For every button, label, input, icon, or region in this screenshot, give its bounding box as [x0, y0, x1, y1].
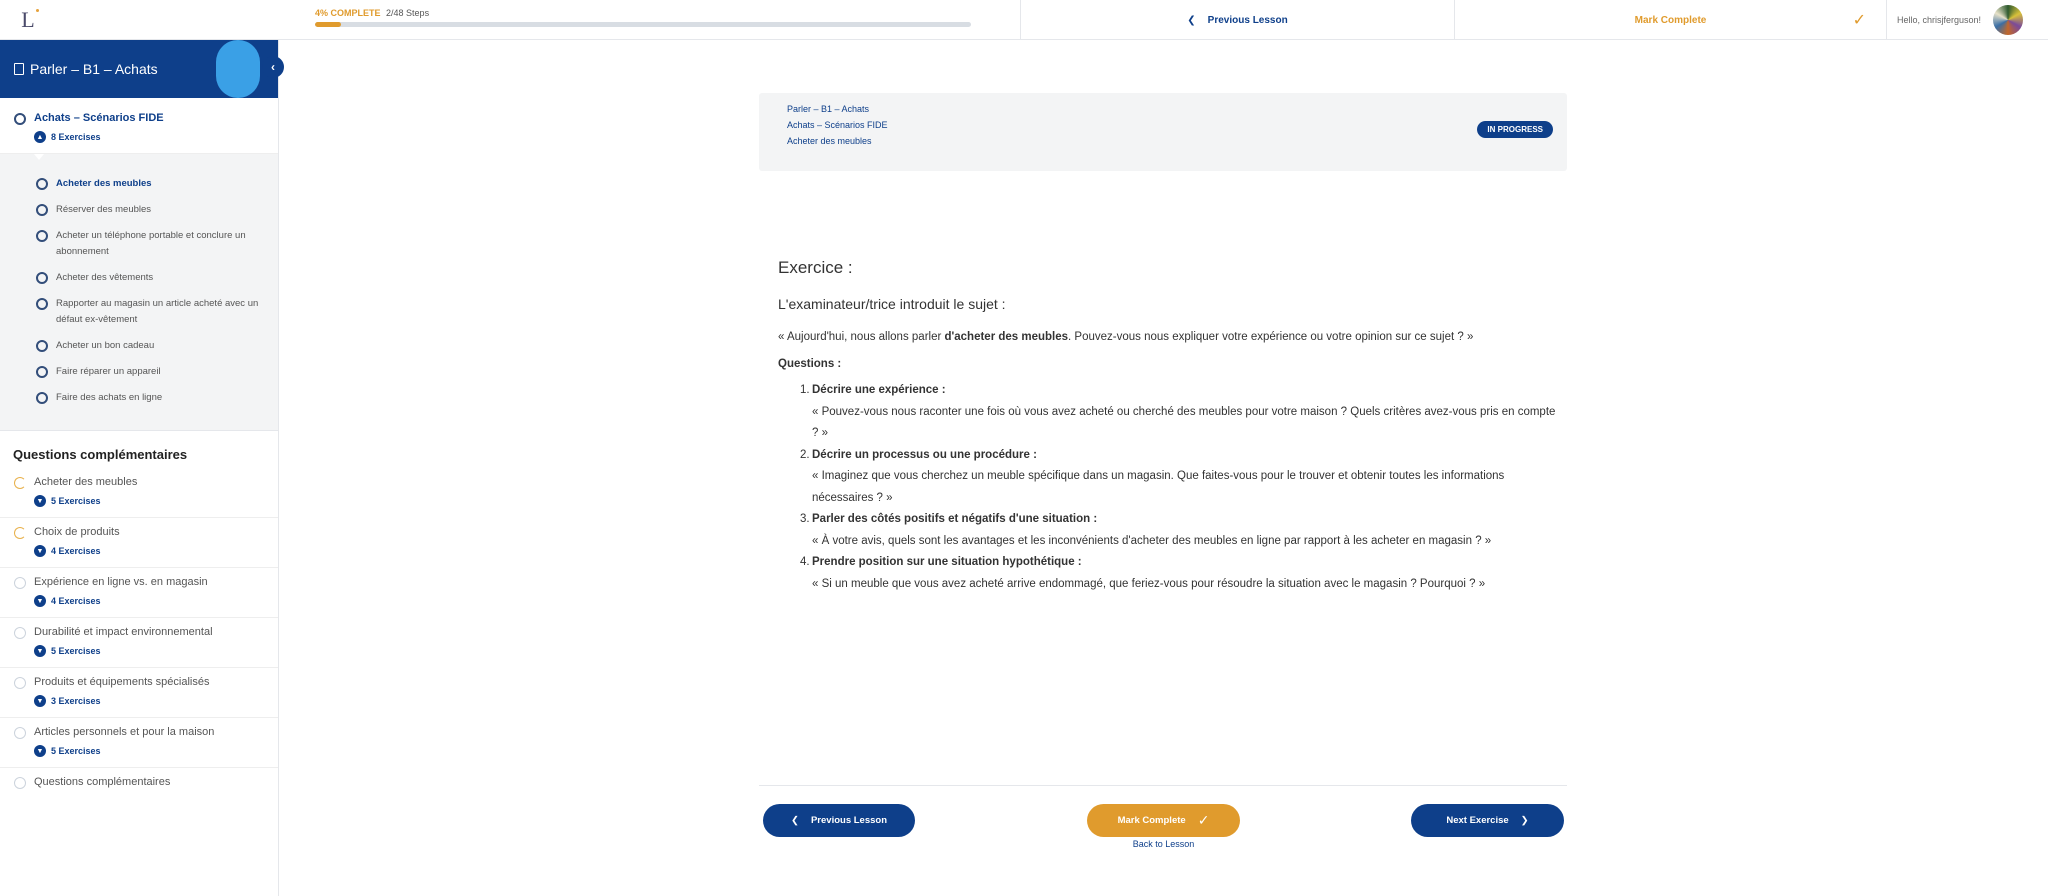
exercise-count: 8 Exercises [51, 132, 101, 142]
status-ring-icon [14, 727, 26, 739]
lesson-content [280, 40, 2048, 896]
question-item [800, 552, 1558, 595]
status-ring-icon [14, 113, 26, 125]
question-item [800, 380, 1558, 445]
exercise-toggle[interactable] [34, 695, 264, 707]
course-title: Parler – B1 – Achats [30, 61, 158, 77]
exercise-toggle[interactable] [34, 495, 264, 507]
lesson-group[interactable] [0, 518, 278, 568]
exercise-toggle[interactable] [34, 545, 264, 557]
status-ring-icon [14, 627, 26, 639]
group-title: Questions complémentaires [34, 776, 171, 788]
footer-divider [759, 785, 1567, 786]
next-exercise-button[interactable] [1411, 804, 1564, 837]
breadcrumb-lesson[interactable]: Achats – Scénarios FIDE [787, 120, 888, 130]
intro-text-start: « Aujourd'hui, nous allons parler [778, 331, 945, 343]
chevron-left-icon: ❮ [791, 815, 799, 826]
exercise-label: Acheter des meubles [56, 178, 152, 189]
exercise-item[interactable] [36, 390, 264, 406]
lesson-group[interactable] [0, 618, 278, 668]
exercise-item[interactable] [36, 176, 264, 192]
progress-steps: 2/48 Steps [386, 8, 430, 18]
question-number: 1. [800, 384, 810, 396]
breadcrumb-topic[interactable]: Acheter des meubles [787, 136, 872, 146]
exercise-count: 4 Exercises [51, 546, 101, 556]
intro-text-bold: d'acheter des meubles [944, 331, 1069, 343]
status-ring-icon [36, 230, 48, 242]
chevron-down-icon: ▼ [34, 595, 46, 607]
user-greeting: Hello, chrisjferguson! [1897, 15, 1982, 25]
section-title: Questions complémentaires [0, 430, 278, 468]
breadcrumb-course[interactable]: Parler – B1 – Achats [787, 104, 870, 114]
question-text: « Si un meuble que vous avez acheté arrive endommagé, que feriez-vous pour résoudre la situation avec le magasin ? Pourquoi ? » [812, 577, 1486, 590]
status-ring-icon [36, 340, 48, 352]
exercise-item[interactable] [36, 228, 264, 260]
lesson-group[interactable] [0, 468, 278, 518]
exercise-label: Acheter un bon cadeau [56, 340, 155, 351]
chevron-right-icon: ❯ [1520, 815, 1529, 826]
mark-complete-label: Mark Complete [1634, 14, 1707, 26]
exercise-label: Acheter un téléphone portable et conclure un abonnement [56, 230, 246, 257]
exercise-toggle[interactable] [34, 745, 264, 757]
progress-percent: 4% COMPLETE [315, 8, 381, 18]
course-progress [315, 8, 971, 27]
exercise-label: Réserver des meubles [56, 204, 152, 215]
question-title: Parler des côtés positifs et négatifs d'une situation : [812, 513, 1098, 525]
exercise-label: Acheter des vêtements [56, 272, 154, 283]
exercise-count: 5 Exercises [51, 646, 101, 656]
mark-complete-button[interactable] [1087, 804, 1240, 837]
sidebar-toggle-area [216, 40, 260, 98]
exercise-item[interactable] [36, 364, 264, 380]
page-title: Exercice : [778, 258, 853, 277]
top-previous-lesson-button[interactable] [1020, 0, 1454, 40]
check-icon: ✓ [1852, 12, 1866, 29]
exercise-label: Rapporter au magasin un article acheté avec un défaut ex-vêtement [56, 298, 259, 325]
exercise-toggle[interactable] [34, 645, 264, 657]
lesson-title: Achats – Scénarios FIDE [34, 112, 164, 124]
chevron-down-icon: ▼ [34, 495, 46, 507]
chevron-left-icon: ❮ [1187, 14, 1196, 26]
exercise-label: Faire des achats en ligne [56, 392, 163, 403]
status-ring-icon [36, 366, 48, 378]
partial-progress-icon [14, 527, 26, 539]
question-number: 3. [800, 513, 810, 525]
exercise-count: 3 Exercises [51, 696, 101, 706]
question-number: 4. [800, 556, 810, 568]
check-icon: ✓ [1197, 812, 1210, 828]
group-title: Articles personnels et pour la maison [34, 726, 215, 738]
course-sidebar [0, 40, 279, 896]
chevron-down-icon: ▼ [34, 545, 46, 557]
question-title: Décrire un processus ou une procédure : [812, 448, 1037, 461]
top-bar [0, 0, 2048, 40]
status-ring-icon [36, 204, 48, 216]
status-ring-icon [14, 777, 26, 789]
group-title: Durabilité et impact environnemental [34, 626, 213, 638]
next-exercise-label: Next Exercise [1446, 815, 1509, 826]
exercise-body [778, 258, 1558, 595]
progress-bar [315, 22, 971, 27]
status-badge: IN PROGRESS [1477, 121, 1553, 138]
group-title: Choix de produits [34, 526, 120, 538]
exercise-label: Faire réparer un appareil [56, 366, 161, 377]
chevron-down-icon: ▼ [34, 695, 46, 707]
chevron-down-icon: ▼ [34, 745, 46, 757]
lesson-group[interactable] [0, 718, 278, 768]
book-icon [14, 63, 24, 75]
chevron-up-icon: ▲ [34, 131, 46, 143]
group-title: Produits et équipements spécialisés [34, 676, 210, 688]
back-to-lesson-link[interactable]: Back to Lesson [1132, 839, 1195, 849]
lesson-group[interactable] [0, 668, 278, 718]
chevron-left-icon: ‹ [271, 60, 275, 74]
status-ring-icon [36, 272, 48, 284]
exercise-list [0, 154, 278, 430]
exercise-item[interactable] [36, 338, 264, 354]
status-ring-icon [36, 298, 48, 310]
exercise-count: 5 Exercises [51, 496, 101, 506]
questions-heading: Questions : [778, 358, 842, 370]
questions-list [778, 380, 1558, 595]
exercise-item[interactable] [36, 296, 264, 328]
mark-complete-label: Mark Complete [1117, 815, 1186, 826]
question-text: « À votre avis, quels sont les avantages et les inconvénients d'acheter des meubles en ligne par rapport à les acheter en magasin ? » [812, 534, 1492, 547]
intro-text [778, 326, 1558, 348]
status-ring-icon [14, 577, 26, 589]
current-lesson[interactable] [0, 98, 278, 154]
question-title: Décrire une expérience : [812, 384, 946, 396]
question-item [800, 509, 1558, 552]
user-menu[interactable] [1886, 0, 2048, 40]
chevron-down-icon: ▼ [34, 645, 46, 657]
group-title: Acheter des meubles [34, 476, 138, 488]
status-ring-icon [14, 677, 26, 689]
sidebar-collapse-button[interactable] [262, 56, 284, 78]
breadcrumb [759, 93, 1567, 171]
question-text: « Pouvez-vous nous raconter une fois où vous avez acheté ou cherché des meubles pour votre maison ? Quels critères avez-vous pris en compte ? » [812, 405, 1556, 439]
exercise-count: 4 Exercises [51, 596, 101, 606]
exercise-count: 5 Exercises [51, 746, 101, 756]
top-mark-complete-button[interactable] [1454, 0, 1886, 40]
intro-heading: L'examinateur/trice introduit le sujet : [778, 296, 1006, 312]
question-item [800, 445, 1558, 510]
status-ring-icon [36, 392, 48, 404]
lesson-group[interactable] [0, 768, 278, 799]
status-ring-icon [36, 178, 48, 190]
avatar[interactable] [1993, 5, 2023, 35]
question-title: Prendre position sur une situation hypothétique : [812, 556, 1082, 568]
previous-lesson-button[interactable] [763, 804, 915, 837]
question-number: 2. [800, 448, 810, 461]
logo-icon: L [21, 6, 35, 32]
exercise-item[interactable] [36, 270, 264, 286]
logo[interactable] [0, 0, 56, 39]
progress-fill [315, 22, 341, 27]
exercise-item[interactable] [36, 202, 264, 218]
partial-progress-icon [14, 477, 26, 489]
group-title: Expérience en ligne vs. en magasin [34, 576, 208, 588]
previous-lesson-label: Previous Lesson [1207, 14, 1288, 26]
question-text: « Imaginez que vous cherchez un meuble spécifique dans un magasin. Que faites-vous pour le trouver et obtenir toutes les informations nécessaires ? » [812, 470, 1505, 504]
lesson-group[interactable] [0, 568, 278, 618]
previous-lesson-label: Previous Lesson [810, 815, 887, 826]
intro-text-end: . Pouvez-vous nous expliquer votre expérience ou votre opinion sur ce sujet ? » [1068, 331, 1474, 343]
exercise-toggle[interactable] [34, 131, 264, 143]
exercise-toggle[interactable] [34, 595, 264, 607]
sidebar-header[interactable] [0, 40, 278, 98]
